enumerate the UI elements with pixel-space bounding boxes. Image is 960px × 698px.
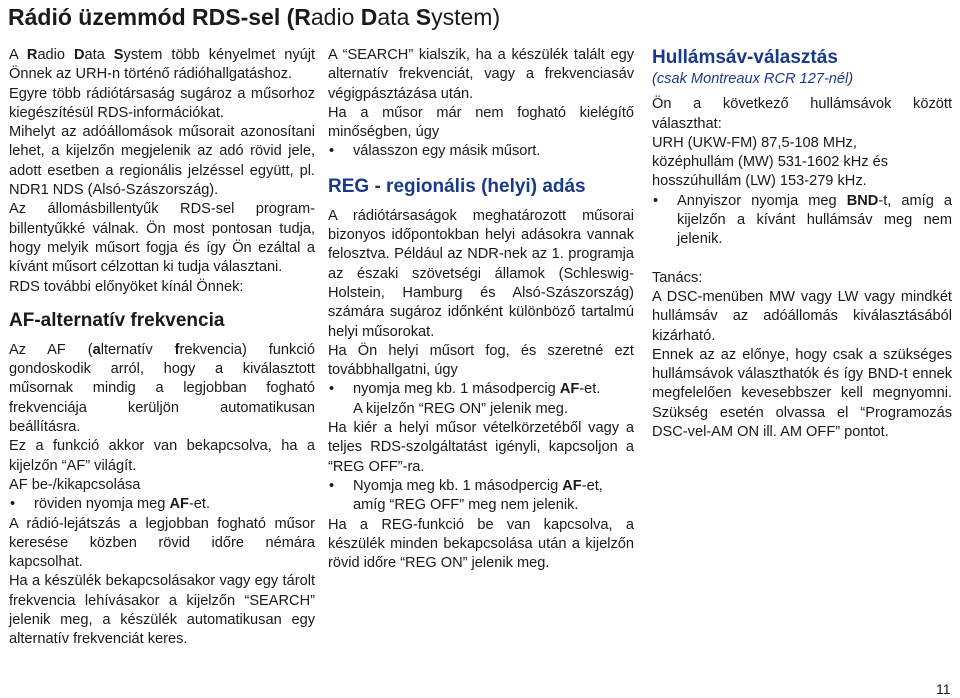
- title-main: Rádió üzemmód RDS-sel (: [8, 4, 295, 30]
- intro-paragraph-3: Mihelyt az adóállomások műsorait azonosítani lehet, a kijelzőn megjelenik az adó rövid jele, adott esetben a regionális jelzéssel együtt, pl. NDR1 NDS (Alsó-Szászország).: [9, 124, 315, 199]
- column-3: [652, 46, 952, 442]
- af-toggle-label: AF be-/kikapcsolása: [9, 476, 141, 493]
- intro-paragraph-5: RDS további előnyöket kínál Önnek:: [9, 278, 244, 295]
- reg-paragraph-3: Ha kiér a helyi műsor vételkörzetéből vagy a teljes RDS-szolgáltatást igényli, kapcsoljon a “REG OFF”-ra.: [328, 420, 634, 475]
- af-bullet: • röviden nyomja meg AF-et.: [9, 495, 315, 514]
- weak-signal-bullet: • válasszon egy másik műsort.: [328, 142, 634, 161]
- reg-paragraph-2: Ha Ön helyi műsort fog, és szeretné ezt továbbhallgatni, úgy: [328, 342, 634, 379]
- band-mw: középhullám (MW) 531-1602 kHz és: [652, 154, 889, 171]
- tip-paragraph-2: Ennek az az előnye, hogy csak a szükséges hullámsávok választhatók és így BND-t ennek megfelelően kevesebbszer kell megnyomni. Szükség esetén olvassa el “Programozás DSC-vel-AM ON ill. AM OFF” pontot.: [652, 346, 952, 441]
- title-s: S: [415, 4, 432, 30]
- weak-signal-paragraph: Ha a műsor már nem fogható kielégítő minőségben, úgy: [328, 104, 634, 141]
- band-heading: Hullámsáv-választás: [652, 47, 838, 68]
- intro-paragraph-2: Egyre több rádiótársaság sugároz a műsorhoz kiegészítésül RDS-információkat.: [9, 85, 315, 121]
- title-adio: adio: [310, 4, 361, 30]
- af-paragraph-2: Ez a funkció akkor van bekapcsolva, ha a kijelzőn “AF” világít.: [9, 438, 315, 474]
- page-title: [8, 2, 500, 32]
- title-r: R: [294, 4, 311, 30]
- column-2: [328, 46, 634, 573]
- page-number: 11: [936, 681, 951, 697]
- band-intro: Ön a következő hullámsávok között választhat:: [652, 96, 952, 132]
- af-paragraph-4: Ha a készülék bekapcsolásakor vagy egy tárolt frekvencia lehívásakor a kijelzőn “SEARCH” jelenik meg, a készülék automatikusan egy alternatív frekvenciát keres.: [9, 573, 315, 648]
- intro-paragraph-1: A Radio Data System több kényelmet nyújt Önnek az URH-n történő rádióhallgatáshoz.: [9, 47, 316, 83]
- title-ata: ata: [377, 4, 416, 30]
- af-paragraph-3: A rádió-lejátszás a legjobban fogható műsor keresése közben rövid időre némára kapcsolhat.: [9, 515, 315, 571]
- tip-label: Tanács:: [652, 269, 703, 286]
- af-paragraph-1: Az AF (alternatív frekvencia) funkció gondoskodik arról, hogy a kiválasztott műsornak mindig a legjobban fogható frekvenciája kerüljön automatikusan beállításra.: [9, 341, 315, 436]
- column-1: [9, 46, 315, 650]
- reg-bullet-2-continuation: amíg “REG OFF” meg nem jelenik.: [353, 497, 579, 514]
- band-lw: hosszúhullám (LW) 153-279 kHz.: [652, 173, 867, 190]
- reg-bullet-1-continuation: A kijelzőn “REG ON” jelenik meg.: [353, 400, 568, 417]
- reg-paragraph-4: Ha a REG-funkció be van kapcsolva, a készülék minden bekapcsolása után a kijelzőn rövid időre “REG ON” jelenik meg.: [328, 516, 634, 572]
- title-d: D: [360, 4, 378, 30]
- intro-paragraph-4: Az állomásbillentyűk RDS-sel program-billentyűkké válnak. Ön most pontosan tudja, hogy melyik műsort fogja és így Ön ezáltal a kívánt műsort célzottan ki tudja választani.: [9, 201, 315, 276]
- band-subheading: (csak Montreaux RCR 127-nél): [652, 71, 854, 87]
- reg-paragraph-1: A rádiótársaságok meghatározott műsorai bizonyos időpontokban helyi adásokra vannak felosztva. Például az NDR-nek az 1. programja az északi szövetségi államok (Schleswig-Holstein, Hamburg és Alsó-Szászország) számára sugároz időnként különböző tartalmú helyi műsorokat.: [328, 207, 634, 340]
- reg-bullet-1: • nyomja meg kb. 1 másodpercig AF-et.: [328, 380, 634, 399]
- band-fm: URH (UKW-FM) 87,5-108 MHz,: [652, 134, 857, 151]
- tip-paragraph-1: A DSC-menüben MW vagy LW vagy mindkét hullámsáv az adóállomás kiválasztásából kizárható.: [652, 288, 952, 344]
- af-heading: AF-alternatív frekvencia: [9, 309, 225, 331]
- reg-heading: REG - regionális (helyi) adás: [328, 175, 586, 197]
- reg-bullet-2: • Nyomja meg kb. 1 másodpercig AF-et,: [328, 477, 634, 496]
- search-paragraph: A “SEARCH” kialszik, ha a készülék talált egy alternatív frekvenciát, vagy a frekvenciasáv végigpásztázása után.: [328, 47, 634, 102]
- band-bullet: • Annyiszor nyomja meg BND-t, amíg a kijelzőn a kívánt hullámsáv meg nem jelenik.: [652, 192, 952, 250]
- title-ystem: ystem): [431, 4, 501, 30]
